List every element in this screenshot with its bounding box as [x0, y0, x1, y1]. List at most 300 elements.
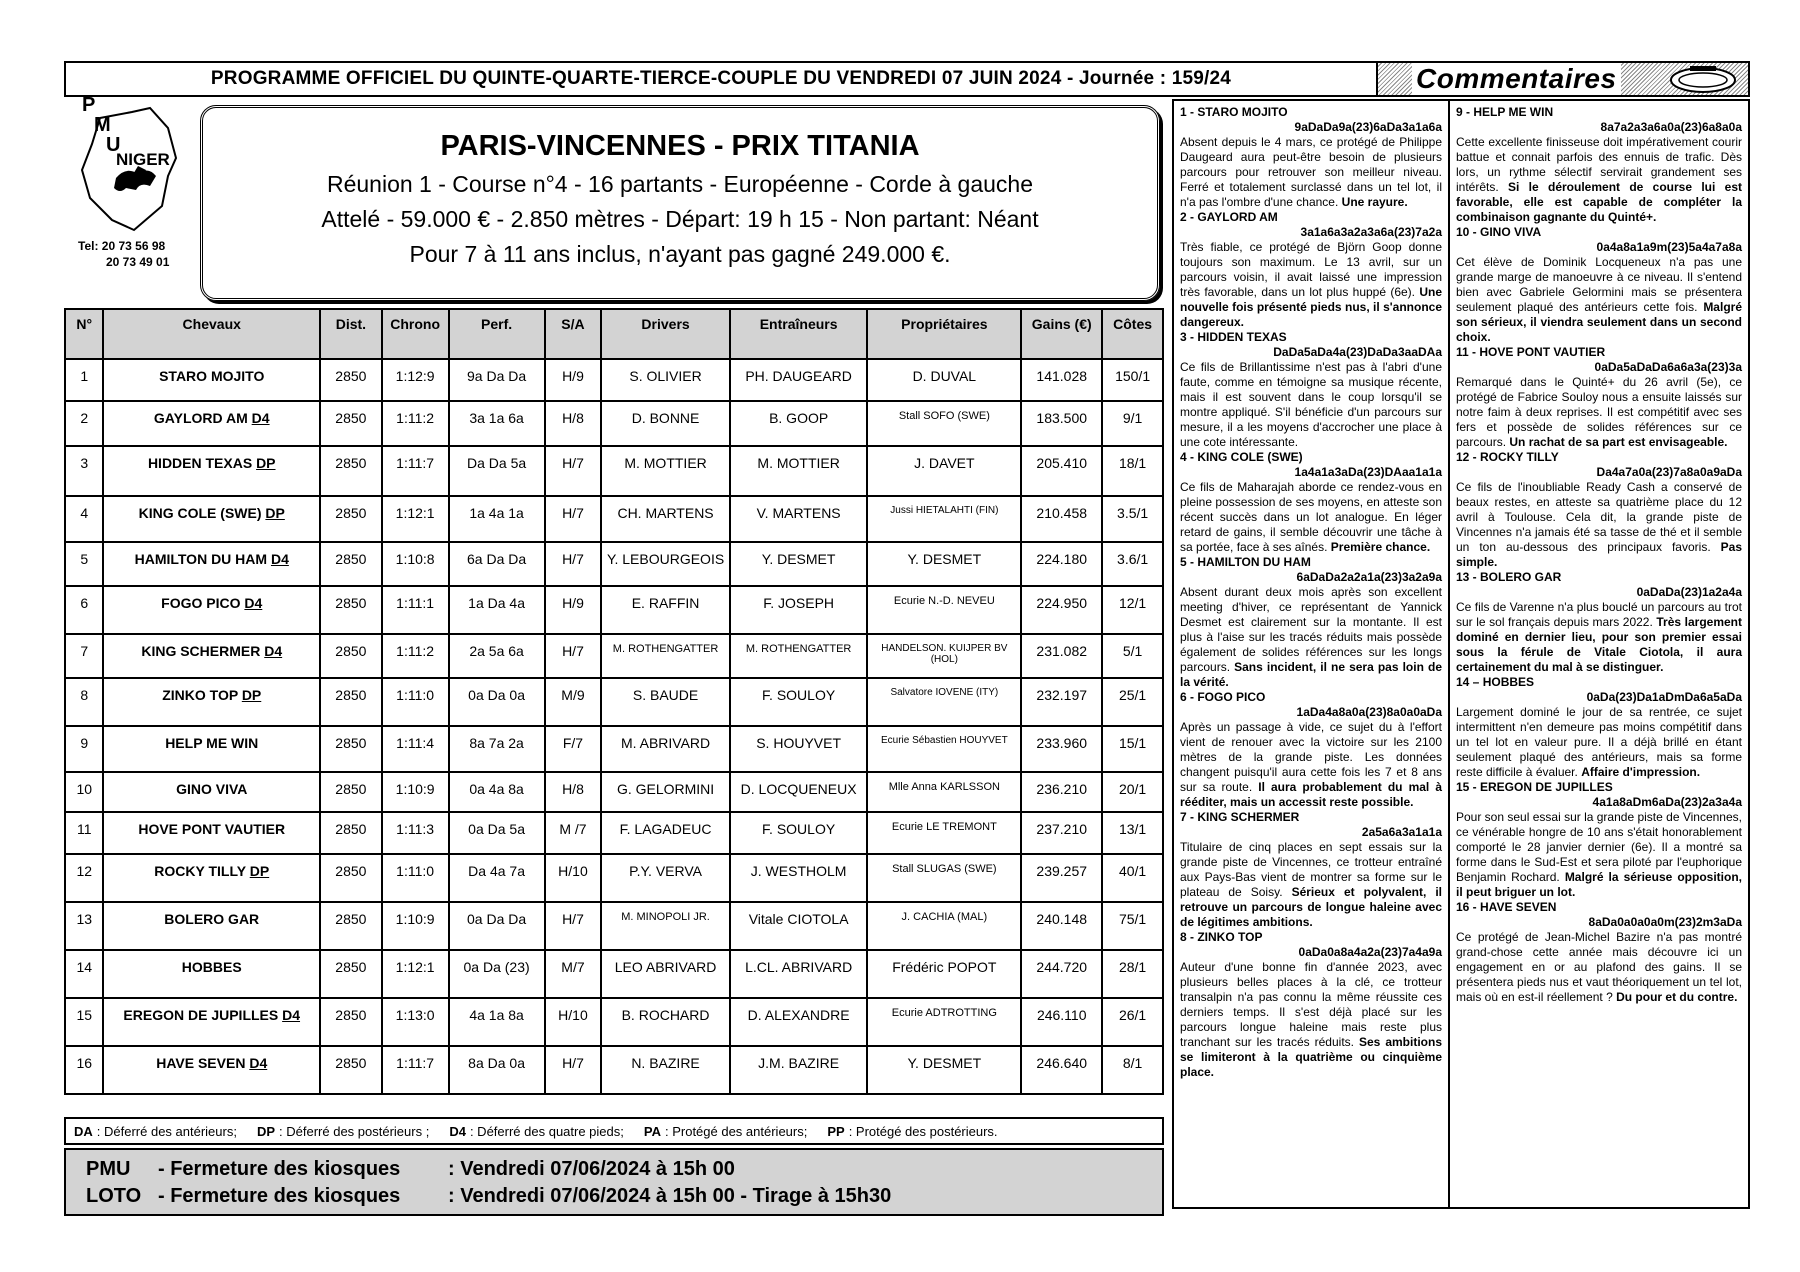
comment-body: Largement dominé le jour de sa rentrée, ce sujet intermittent n'en demeure pas moins compétitif dans un tel lot en valeur pure. Il a déjà brillé en étant seulement plaqué des antérieurs, mais sa forme reste difficile à évaluer.: [1456, 705, 1742, 779]
comment-horse-heading: 6 - FOGO PICO: [1180, 690, 1266, 704]
comment-verdict: Très largement dominé en dernier lieu, pour son premier essai sous la férule de Vitale Ciotola, il aura certainement du mal à se distinguer.: [1456, 615, 1742, 674]
comment-body: Absent durant deux mois après son excellent meeting d'hiver, ce représentant de Yannick Desmet est clairement sur la montante. Il est plus à l'aise sur les tracés réduits mais possède également de solides références sur les longs parcours.: [1180, 585, 1442, 674]
comment-item: [1180, 690, 1442, 810]
comment-body: Cette excellente finisseuse doit impérativement courir battue et connait parfois des ennuis de trafic. Dès lors, un rythme sélectif servirait grandement ses intérêts.: [1456, 135, 1742, 194]
comment-item: [1180, 555, 1442, 690]
comment-text: [1180, 840, 1442, 930]
owner: Ecurie ADTROTTING: [867, 998, 1021, 1046]
chrono: 1:11:2: [382, 634, 449, 678]
chrono: 1:10:9: [382, 902, 449, 950]
legend-item: PA : Protégé des antérieurs;: [643, 1123, 808, 1139]
driver: M. ABRIVARD: [601, 726, 730, 772]
chrono: 1:12:1: [382, 950, 449, 998]
distance: 2850: [320, 950, 382, 998]
table-row: [65, 854, 1163, 902]
table-row: [65, 950, 1163, 998]
distance: 2850: [320, 1046, 382, 1094]
distance: 2850: [320, 446, 382, 496]
comment-item: [1180, 810, 1442, 930]
race-line-3: Pour 7 à 11 ans inclus, n'ayant pas gagné 249.000 €.: [409, 241, 951, 267]
driver: Y. LEBOURGEOIS: [601, 542, 730, 586]
runner-number: 15: [65, 998, 103, 1046]
runner-number: 9: [65, 726, 103, 772]
horse-name-text: EREGON DE JUPILLES: [123, 1007, 279, 1023]
table-row: [65, 446, 1163, 496]
sex-age: M/7: [545, 950, 602, 998]
trainer: D. LOCQUENEUX: [730, 772, 868, 812]
shoeing-tag: DP: [241, 687, 262, 703]
earnings: 224.950: [1021, 586, 1102, 634]
horse-name: [103, 496, 320, 542]
earnings: 205.410: [1021, 446, 1102, 496]
comment-body: Très fiable, ce protégé de Björn Goop donne toujours son maximum. Le 13 avril, sur un parcours voisin, il avait laissé une impression très favorable, dans un lot plus huppé (6e).: [1180, 240, 1442, 299]
comment-verdict: Malgré la sérieuse opposition, il peut briguer un lot.: [1456, 870, 1742, 899]
comment-horse-heading: 14 – HOBBES: [1456, 675, 1535, 689]
comment-text: [1180, 585, 1442, 690]
program-title: PROGRAMME OFFICIEL DU QUINTE-QUARTE-TIERCE-COUPLE DU VENDREDI 07 JUIN 2024 - Journée : 159/24: [64, 61, 1378, 97]
horse-name: [103, 446, 320, 496]
earnings: 233.960: [1021, 726, 1102, 772]
comment-text: [1456, 600, 1742, 675]
comment-form-code: 9aDaDa9a(23)6aDa3a1a6a: [1294, 120, 1442, 134]
horse-name-text: FOGO PICO: [161, 595, 241, 611]
chrono: 1:12:9: [382, 359, 449, 401]
runner-number: 10: [65, 772, 103, 812]
comment-body: Ce fils de Brillantissime n'est pas à l'abri d'une faute, comme en témoigne sa musique récente, mais il est souvent dans le coup lorsqu'il se montre appliqué. S'il bénéficie d'un parcours sur mesure, il a les moyens d'accrocher une place à une cote intéressante.: [1180, 360, 1442, 449]
table-row: [65, 1046, 1163, 1094]
comment-horse-heading: 11 - HOVE PONT VAUTIER: [1456, 345, 1606, 359]
trainer: Vitale CIOTOLA: [730, 902, 868, 950]
horse-name: [103, 772, 320, 812]
horse-name: [103, 634, 320, 678]
owner: HANDELSON. KUIJPER BV (HOL): [867, 634, 1021, 678]
driver: N. BAZIRE: [601, 1046, 730, 1094]
horse-name-text: HOVE PONT VAUTIER: [138, 821, 286, 837]
comment-horse-heading: 8 - ZINKO TOP: [1180, 930, 1263, 944]
comment-item: [1456, 345, 1742, 450]
earnings: 237.210: [1021, 812, 1102, 854]
horse-name: [103, 1046, 320, 1094]
shoeing-tag: DP: [249, 863, 270, 879]
comment-verdict: Sérieux et polyvalent, il retrouve un parcours de longue haleine avec de légitimes ambitions.: [1180, 885, 1443, 929]
table-row: [65, 772, 1163, 812]
owner: Ecurie N.-D. NEVEU: [867, 586, 1021, 634]
odds: 9/1: [1102, 401, 1163, 446]
earnings: 239.257: [1021, 854, 1102, 902]
horse-name-text: HAMILTON DU HAM: [134, 551, 271, 567]
owner: Y. DESMET: [867, 542, 1021, 586]
earnings: 183.500: [1021, 401, 1102, 446]
comment-item: [1456, 225, 1742, 345]
owner: Stall SLUGAS (SWE): [867, 854, 1021, 902]
distance: 2850: [320, 902, 382, 950]
shoeing-tag: D4: [251, 410, 270, 426]
pmu-closing-time: : Vendredi 07/06/2024 à 15h 00: [448, 1158, 735, 1180]
trainer: F. SOULOY: [730, 812, 868, 854]
runner-number: 7: [65, 634, 103, 678]
driver: M. MINOPOLI JR.: [601, 902, 730, 950]
odds: 3.5/1: [1102, 496, 1163, 542]
trainer: M. MOTTIER: [730, 446, 868, 496]
comment-text: [1456, 480, 1742, 570]
comment-body: Remarqué dans le Quinté+ du 26 avril (5e), ce protégé de Fabrice Souloy nous a ensuite laissés sur notre faim à deux reprises. Il est compétitif avec ses fers et possède de solides références sur ce parcours.: [1456, 375, 1742, 449]
driver: S. BAUDE: [601, 678, 730, 726]
comment-verdict: Affaire d'impression.: [1581, 765, 1701, 779]
performance: 8a 7a 2a: [449, 726, 545, 772]
distance: 2850: [320, 726, 382, 772]
chrono: 1:13:0: [382, 998, 449, 1046]
runner-number: 2: [65, 401, 103, 446]
odds: 26/1: [1102, 998, 1163, 1046]
distance: 2850: [320, 854, 382, 902]
chrono: 1:11:1: [382, 586, 449, 634]
performance: 0a Da (23): [449, 950, 545, 998]
distance: 2850: [320, 542, 382, 586]
table-row: [65, 586, 1163, 634]
performance: 0a Da 0a: [449, 678, 545, 726]
runners-table: [64, 308, 1164, 1095]
comment-form-code: 0a4a8a1a9m(23)5a4a7a8a: [1596, 240, 1742, 254]
sex-age: H/7: [545, 542, 602, 586]
odds: 28/1: [1102, 950, 1163, 998]
comment-text: [1180, 135, 1442, 210]
comment-text: [1456, 135, 1742, 225]
comment-item: [1180, 930, 1442, 1080]
comment-body: Ce protégé de Jean-Michel Bazire n'a pas montré grand-chose cette année mais découvre ici un engagement en or au plafond des gains. Il se présentera pieds nus et vaut théoriquement un tel lot, mais où en est-il réellement ?: [1456, 930, 1742, 1004]
trainer: M. ROTHENGATTER: [730, 634, 868, 678]
turf-emblem-icon: [1668, 65, 1738, 95]
legend-item: DP : Déferré des postérieurs ;: [256, 1123, 430, 1139]
comment-form-code: 0aDa(23)Da1aDmDa6a5aDa: [1586, 690, 1742, 704]
owner: J. CACHIA (MAL): [867, 902, 1021, 950]
chrono: 1:11:3: [382, 812, 449, 854]
runner-number: 8: [65, 678, 103, 726]
race-title: PARIS-VINCENNES - PRIX TITANIA: [440, 130, 920, 162]
driver: S. OLIVIER: [601, 359, 730, 401]
comment-horse-heading: 12 - ROCKY TILLY: [1456, 450, 1559, 464]
horse-name-text: BOLERO GAR: [164, 911, 260, 927]
trainer: J.M. BAZIRE: [730, 1046, 868, 1094]
comment-form-code: 0aDa0a8a4a2a(23)7a4a9a: [1298, 945, 1442, 959]
col-header-trainers: Entraîneurs: [730, 309, 868, 359]
comment-item: [1180, 105, 1442, 210]
runner-number: 14: [65, 950, 103, 998]
loto-closing-time: : Vendredi 07/06/2024 à 15h 00 - Tirage à 15h30: [448, 1185, 892, 1207]
comment-verdict: Si le déroulement de course lui est favorable, elle est capable de compléter la combinaison gagnante du Quinté+.: [1456, 180, 1742, 224]
horse-name-text: HELP ME WIN: [165, 735, 259, 751]
col-header-distance: Dist.: [320, 309, 382, 359]
driver: B. ROCHARD: [601, 998, 730, 1046]
comment-text: [1456, 930, 1742, 1005]
race-line-2: Attelé - 59.000 € - 2.850 mètres - Départ: 19 h 15 - Non partant: Néant: [321, 206, 1039, 232]
comment-body: Ce fils de l'inoubliable Ready Cash a conservé de beaux restes, en atteste sa quatrième place du 12 avril à Toulouse. Cela dit, la grande piste de Vincennes n'a jamais été sa tasse de thé et il semble un ton au-dessous des principaux favoris.: [1456, 480, 1742, 554]
comment-verdict: Sans incident, il ne sera pas loin de la vérité.: [1180, 660, 1442, 689]
sex-age: M /7: [545, 812, 602, 854]
chrono: 1:11:0: [382, 854, 449, 902]
trainer: Y. DESMET: [730, 542, 868, 586]
comment-text: [1180, 720, 1442, 810]
pmu-niger-logo: [72, 94, 184, 238]
tel-label: Tel:: [78, 239, 99, 253]
comment-horse-heading: 4 - KING COLE (SWE): [1180, 450, 1303, 464]
comment-verdict: Une nouvelle fois présenté pieds nus, il s'annonce dangereux.: [1180, 285, 1443, 329]
performance: 0a Da 5a: [449, 812, 545, 854]
table-row: [65, 678, 1163, 726]
owner: J. DAVET: [867, 446, 1021, 496]
owner: Mlle Anna KARLSSON: [867, 772, 1021, 812]
horse-name: [103, 950, 320, 998]
trainer: F. SOULOY: [730, 678, 868, 726]
driver: D. BONNE: [601, 401, 730, 446]
legend-item: PP : Protégé des postérieurs.: [827, 1123, 998, 1139]
driver: M. MOTTIER: [601, 446, 730, 496]
logo-niger-text: NIGER: [116, 150, 170, 169]
chrono: 1:11:2: [382, 401, 449, 446]
odds: 20/1: [1102, 772, 1163, 812]
comment-body: Titulaire de cinq places en sept essais sur la grande piste de Vincennes, ce trotteur entraîné aux Pays-Bas vient de montrer sa forme sur le plateau de Soisy.: [1180, 840, 1442, 899]
comment-item: [1456, 780, 1742, 900]
comment-verdict: Une rayure.: [1341, 195, 1408, 209]
driver: CH. MARTENS: [601, 496, 730, 542]
horse-name-text: KING SCHERMER: [141, 643, 261, 659]
trainer: D. ALEXANDRE: [730, 998, 868, 1046]
horse-name-text: GINO VIVA: [176, 781, 248, 797]
performance: 0a Da Da: [449, 902, 545, 950]
horse-name: [103, 401, 320, 446]
comment-item: [1456, 900, 1742, 1005]
comment-verdict: Pas simple.: [1456, 540, 1742, 569]
odds: 13/1: [1102, 812, 1163, 854]
comment-text: [1456, 255, 1742, 345]
phone-1: 20 73 56 98: [101, 239, 166, 253]
performance: 1a Da 4a: [449, 586, 545, 634]
trainer: F. JOSEPH: [730, 586, 868, 634]
sex-age: H/8: [545, 401, 602, 446]
table-row: [65, 998, 1163, 1046]
logo-letter-u: U: [106, 134, 121, 156]
sex-age: H/7: [545, 902, 602, 950]
comment-body: Ce fils de Maharajah aborde ce rendez-vous en pleine possession de ses moyens, en atteste son récent succès dans un lot analogue. En léger retard de gains, il semble découvrir une tâche à sa portée, face à ses aînés.: [1180, 480, 1442, 554]
table-row: [65, 401, 1163, 446]
kiosk-closing-footer: [64, 1148, 1164, 1216]
comment-verdict: Un rachat de sa part est envisageable.: [1509, 435, 1728, 449]
col-header-horses: Chevaux: [103, 309, 320, 359]
chrono: 1:11:4: [382, 726, 449, 772]
col-header-number: N°: [65, 309, 103, 359]
comment-text: [1180, 480, 1442, 555]
comments-column-left: [1172, 99, 1448, 1209]
performance: Da 4a 7a: [449, 854, 545, 902]
performance: 3a 1a 6a: [449, 401, 545, 446]
runner-number: 5: [65, 542, 103, 586]
shoeing-tag: D4: [244, 595, 263, 611]
comment-item: [1456, 675, 1742, 780]
odds: 75/1: [1102, 902, 1163, 950]
performance: 0a 4a 8a: [449, 772, 545, 812]
horse-name-text: ROCKY TILLY: [154, 863, 246, 879]
distance: 2850: [320, 401, 382, 446]
comment-form-code: 0aDaDa(23)1a2a4a: [1636, 585, 1742, 599]
comment-verdict: Ses ambitions se limiteront à la quatrième ou cinquième place.: [1180, 1035, 1442, 1079]
comment-horse-heading: 13 - BOLERO GAR: [1456, 570, 1562, 584]
driver: LEO ABRIVARD: [601, 950, 730, 998]
sex-age: H/10: [545, 854, 602, 902]
chrono: 1:10:9: [382, 772, 449, 812]
horse-name-text: GAYLORD AM: [153, 410, 248, 426]
odds: 15/1: [1102, 726, 1163, 772]
col-header-chrono: Chrono: [382, 309, 449, 359]
col-header-owners: Propriétaires: [867, 309, 1021, 359]
comment-horse-heading: 1 - STARO MOJITO: [1180, 105, 1288, 119]
sex-age: H/8: [545, 772, 602, 812]
horse-name: [103, 542, 320, 586]
driver: M. ROTHENGATTER: [601, 634, 730, 678]
comment-form-code: 3a1a6a3a2a3a6a(23)7a2a: [1300, 225, 1442, 239]
sex-age: H/9: [545, 586, 602, 634]
runner-number: 6: [65, 586, 103, 634]
owner: Ecurie Sébastien HOUYVET: [867, 726, 1021, 772]
comment-text: [1180, 240, 1442, 330]
chrono: 1:11:7: [382, 1046, 449, 1094]
logo-letter-m: M: [94, 114, 111, 136]
horse-name: [103, 678, 320, 726]
comment-form-code: 8a7a2a3a6a0a(23)6a8a0a: [1600, 120, 1742, 134]
comment-text: [1456, 705, 1742, 780]
table-row: [65, 359, 1163, 401]
table-row: [65, 902, 1163, 950]
comment-item: [1456, 450, 1742, 570]
comments-header: [1378, 61, 1750, 97]
odds: 8/1: [1102, 1046, 1163, 1094]
chrono: 1:11:7: [382, 446, 449, 496]
odds: 40/1: [1102, 854, 1163, 902]
sex-age: H/10: [545, 998, 602, 1046]
horse-name-text: ZINKO TOP: [162, 687, 238, 703]
distance: 2850: [320, 678, 382, 726]
pmu-label: PMU: [86, 1158, 131, 1180]
comment-horse-heading: 3 - HIDDEN TEXAS: [1180, 330, 1287, 344]
shoeing-tag: DP: [256, 455, 276, 471]
col-header-earnings: Gains (€): [1021, 309, 1102, 359]
comment-body: Auteur d'une bonne fin d'année 2023, avec plusieurs belles places à la clé, ce trotteur transalpin n'a pas connu la même réussite ces derniers temps. Il s'est déjà placé sur les parcours longue haleine mais reste plus tranchant sur les tracés réduits.: [1180, 960, 1442, 1049]
comment-body: Après un passage à vide, ce sujet du à l'effort vient de renouer avec la victoire sur les 2100 mètres de la grande piste. Les données changent puisqu'il aura cette fois les 7 et 8 ans sur sa route.: [1180, 720, 1442, 794]
table-row: [65, 726, 1163, 772]
runner-number: 13: [65, 902, 103, 950]
horse-name: [103, 359, 320, 401]
loto-kiosk-text: - Fermeture des kiosques: [158, 1185, 401, 1207]
horse-name: [103, 998, 320, 1046]
horse-name-text: HAVE SEVEN: [156, 1055, 246, 1071]
col-header-perf: Perf.: [449, 309, 545, 359]
odds: 12/1: [1102, 586, 1163, 634]
chrono: 1:12:1: [382, 496, 449, 542]
phone-numbers: [78, 238, 169, 270]
comment-text: [1456, 810, 1742, 900]
comment-horse-heading: 7 - KING SCHERMER: [1180, 810, 1300, 824]
owner: Y. DESMET: [867, 1046, 1021, 1094]
comment-horse-heading: 15 - EREGON DE JUPILLES: [1456, 780, 1613, 794]
horse-name-text: HOBBES: [181, 959, 242, 975]
horse-name: [103, 586, 320, 634]
runner-number: 11: [65, 812, 103, 854]
earnings: 246.110: [1021, 998, 1102, 1046]
owner: D. DUVAL: [867, 359, 1021, 401]
trainer: PH. DAUGEARD: [730, 359, 868, 401]
performance: Da Da 5a: [449, 446, 545, 496]
loto-closing-line: [86, 1183, 1162, 1210]
performance: 6a Da Da: [449, 542, 545, 586]
runner-number: 4: [65, 496, 103, 542]
comment-horse-heading: 5 - HAMILTON DU HAM: [1180, 555, 1311, 569]
sex-age: H/7: [545, 496, 602, 542]
comment-item: [1456, 570, 1742, 675]
chrono: 1:11:0: [382, 678, 449, 726]
comment-item: [1456, 105, 1742, 225]
table-row: [65, 634, 1163, 678]
pmu-kiosk-text: - Fermeture des kiosques: [158, 1158, 401, 1180]
comment-verdict: Du pour et du contre.: [1616, 990, 1738, 1004]
distance: 2850: [320, 812, 382, 854]
owner: Frédéric POPOT: [867, 950, 1021, 998]
sex-age: H/9: [545, 359, 602, 401]
distance: 2850: [320, 772, 382, 812]
comments-title: Commentaires: [1412, 63, 1621, 95]
distance: 2850: [320, 496, 382, 542]
legend-item: DA : Déferré des antérieurs;: [74, 1123, 237, 1139]
table-row: [65, 496, 1163, 542]
horse-name: [103, 726, 320, 772]
shoeing-legend: [64, 1117, 1164, 1145]
comment-form-code: 4a1a8aDm6aDa(23)2a3a4a: [1592, 795, 1742, 809]
table-row: [65, 812, 1163, 854]
earnings: 232.197: [1021, 678, 1102, 726]
distance: 2850: [320, 586, 382, 634]
comment-form-code: DaDa5aDa4a(23)DaDa3aaDAa: [1273, 345, 1442, 359]
runner-number: 16: [65, 1046, 103, 1094]
sex-age: H/7: [545, 634, 602, 678]
performance: 4a 1a 8a: [449, 998, 545, 1046]
distance: 2850: [320, 359, 382, 401]
earnings: 210.458: [1021, 496, 1102, 542]
comment-form-code: 1a4a1a3aDa(23)DAaa1a1a: [1294, 465, 1442, 479]
performance: 1a 4a 1a: [449, 496, 545, 542]
logo-letter-p: P: [82, 94, 96, 116]
comment-item: [1180, 210, 1442, 330]
comment-form-code: 2a5a6a3a1a1a: [1361, 825, 1442, 839]
comment-horse-heading: 16 - HAVE SEVEN: [1456, 900, 1557, 914]
race-info-box: [200, 105, 1160, 301]
driver: P.Y. VERVA: [601, 854, 730, 902]
comments-column-right: [1448, 99, 1750, 1209]
table-row: [65, 542, 1163, 586]
legend-item: D4 : Déferré des quatre pieds;: [449, 1123, 624, 1139]
comment-body: Absent depuis le 4 mars, ce protégé de Philippe Daugeard aura peut-être besoin de plusieurs parcours pour retrouver son meilleur niveau. Ferré et totalement surclassé dans un tel lot, il n'a pas l'ombre d'une chance.: [1180, 135, 1442, 209]
odds: 5/1: [1102, 634, 1163, 678]
owner: Stall SOFO (SWE): [867, 401, 1021, 446]
comment-body: Pour son seul essai sur la grande piste de Vincennes, ce vénérable hongre de 10 ans s'était honorablement comporté le 28 janvier dernier (6e). Il a montré sa forme dans le Sud-Est et sera piloté par l'euphorique Benjamin Rochard.: [1456, 810, 1742, 884]
earnings: 240.148: [1021, 902, 1102, 950]
col-header-sex-age: S/A: [545, 309, 602, 359]
horse-name: [103, 902, 320, 950]
comment-verdict: Première chance.: [1330, 540, 1431, 554]
driver: G. GELORMINI: [601, 772, 730, 812]
comment-form-code: 6aDaDa2a2a1a(23)3a2a9a: [1296, 570, 1442, 584]
loto-label: LOTO: [86, 1185, 142, 1207]
earnings: 141.028: [1021, 359, 1102, 401]
driver: F. LAGADEUC: [601, 812, 730, 854]
comment-verdict: Il aura probablement du mal à rééditer, mais un accessit reste possible.: [1180, 780, 1442, 809]
comment-horse-heading: 9 - HELP ME WIN: [1456, 105, 1554, 119]
